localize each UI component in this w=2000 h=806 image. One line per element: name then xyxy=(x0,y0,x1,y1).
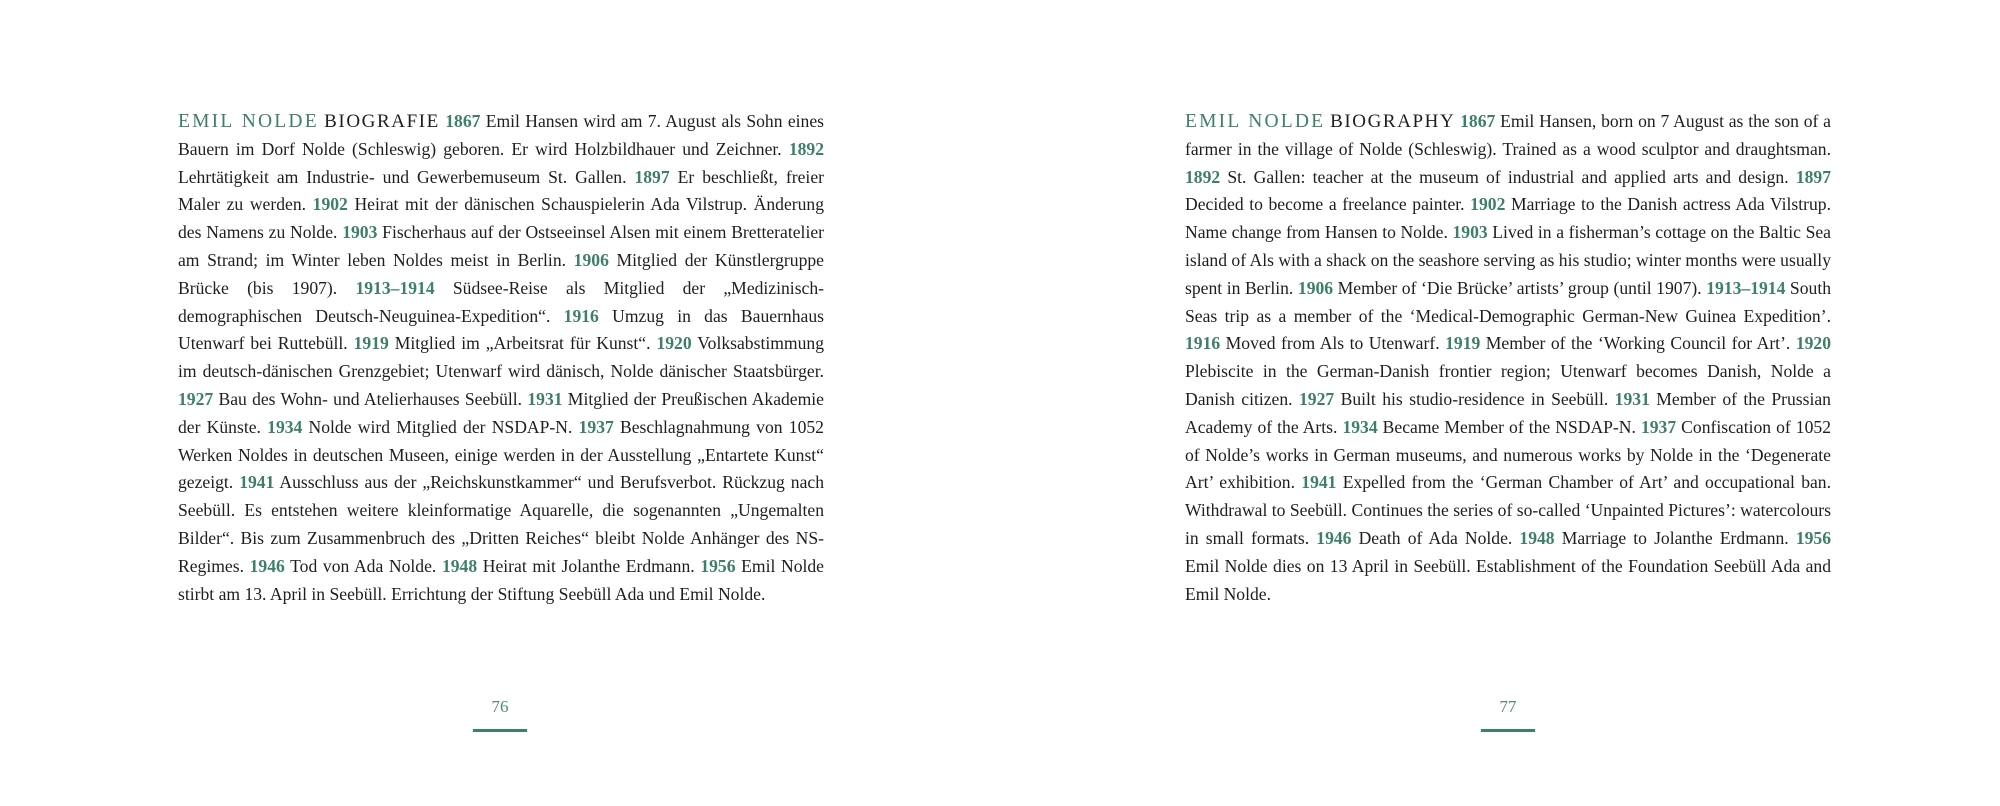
timeline-year: 1916 xyxy=(563,305,599,326)
timeline-text: Heirat mit der dänischen Schauspielerin Ada Vilstrup. Änderung des Namens zu Nolde. xyxy=(178,194,825,243)
section-heading: BIOGRAFIE xyxy=(324,111,440,132)
page-number: 76 xyxy=(491,697,509,716)
timeline-year: 1916 xyxy=(1185,333,1221,354)
page-number-rule xyxy=(1481,729,1535,732)
timeline-text: Mitglied der Künstlergruppe Brücke (bis 1907). xyxy=(178,249,824,298)
timeline-text: Beschlagnahmung von 1052 Werken Noldes in deutschen Museen, einige werden in der Ausstellung „Entartete Kunst“ gezeigt. xyxy=(178,416,824,493)
timeline-text: Built his studio-residence in Seebüll. xyxy=(1334,388,1615,409)
timeline-year: 1934 xyxy=(1342,416,1378,437)
timeline-year: 1902 xyxy=(312,194,348,215)
timeline-year: 1931 xyxy=(527,388,563,409)
timeline-text: Marriage to Jolanthe Erdmann. xyxy=(1554,527,1796,548)
author-name: EMIL NOLDE xyxy=(1185,111,1326,132)
timeline-text: Er beschließt, freier Maler zu werden. xyxy=(178,166,824,215)
timeline-year: 1956 xyxy=(1795,527,1831,548)
timeline-year: 1906 xyxy=(573,249,609,270)
timeline-text: Member of ‘Die Brücke’ artists’ group (until 1907). xyxy=(1333,277,1707,298)
timeline-text: Expelled from the ‘German Chamber of Art’ and occupational ban. Withdrawal to Seebüll. Continues the series of so-called ‘Unpainted Pictures’: watercolours in small formats. xyxy=(1185,472,1831,548)
timeline-text: Emil Nolde stirbt am 13. April in Seebüll. Errichtung der Stiftung Seebüll Ada und Emil Nolde. xyxy=(178,555,824,604)
timeline-year: 1948 xyxy=(441,555,478,576)
timeline-text: Umzug in das Bauernhaus Utenwarf bei Ruttebüll. xyxy=(178,305,824,354)
timeline-text: Südsee-Reise als Mitglied der „Medizinisch-demographischen Deutsch-Neuguinea-Expedition“. xyxy=(178,277,824,326)
timeline-text: Ausschluss aus der „Reichskunstkammer“ und Berufsverbot. Rückzug nach Seebüll. Es entstehen weitere kleinformatige Aquarelle, die sogenannten „Ungemalten Bilder“. Bis zum Zusammenbruch des „Dritten Reiches“ bleibt Nolde Anhänger des NS-Regimes. xyxy=(178,472,825,576)
timeline-year: 1897 xyxy=(634,166,670,187)
timeline-year: 1927 xyxy=(1299,388,1335,409)
section-heading: BIOGRAPHY xyxy=(1330,111,1456,132)
right-page xyxy=(1000,0,2000,806)
timeline-text: South Seas trip as a member of the ‘Medical-Demographic German-New Guinea Expedition’. xyxy=(1185,277,1831,326)
timeline-text: Bau des Wohn- und Atelierhauses Seebüll. xyxy=(213,388,528,409)
timeline-text: Moved from Als to Utenwarf. xyxy=(1220,333,1446,354)
timeline-year: 1903 xyxy=(1452,222,1488,243)
timeline-year: 1927 xyxy=(178,388,214,409)
timeline-text: Fischerhaus auf der Ostseeinsel Alsen mit einem Bretteratelier am Strand; im Winter leben Noldes meist in Berlin. xyxy=(178,222,824,270)
timeline-text: Death of Ada Nolde. xyxy=(1351,527,1520,548)
timeline-year: 1937 xyxy=(1640,416,1677,437)
timeline-year: 1902 xyxy=(1470,194,1506,215)
timeline-text: Heirat mit Jolanthe Erdmann. xyxy=(477,555,701,576)
timeline-text: Lehrtätigkeit am Industrie- und Gewerbemuseum St. Gallen. xyxy=(178,166,635,187)
timeline-text: Emil Hansen wird am 7. August als Sohn eines Bauern im Dorf Nolde (Schleswig) geboren. Er wird Holzbildhauer und Zeichner. xyxy=(178,111,824,159)
timeline-year: 1934 xyxy=(267,416,303,437)
timeline-year: 1941 xyxy=(1301,472,1337,493)
timeline-text: Emil Hansen, born on 7 August as the son of a farmer in the village of Nolde (Schleswig). Trained as a wood sculptor and draughtsman. xyxy=(1185,111,1831,159)
timeline-text: Tod von Ada Nolde. xyxy=(284,555,442,576)
timeline-year: 1941 xyxy=(239,472,275,493)
author-name: EMIL NOLDE xyxy=(178,111,319,132)
timeline-year: 1903 xyxy=(342,222,378,243)
timeline-year: 1956 xyxy=(700,555,736,576)
timeline-text: Member of the Prussian Academy of the Arts. xyxy=(1185,388,1831,437)
timeline-year: 1897 xyxy=(1795,166,1831,187)
timeline-year: 1867 xyxy=(445,111,481,131)
timeline-year: 1892 xyxy=(788,138,824,159)
timeline-text: Emil Nolde dies on 13 April in Seebüll. Establishment of the Foundation Seebüll Ada and Emil Nolde. xyxy=(1185,555,1831,604)
timeline-text: Decided to become a freelance painter. xyxy=(1185,194,1471,215)
timeline-entries xyxy=(178,111,824,604)
timeline-text: Became Member of the NSDAP-N. xyxy=(1377,416,1641,437)
timeline-text: Member of the ‘Working Council for Art’. xyxy=(1480,333,1796,354)
timeline-year: 1919 xyxy=(353,333,389,354)
timeline-text: Plebiscite in the German-Danish frontier region; Utenwarf becomes Danish, Nolde a Danish citizen. xyxy=(1185,361,1831,409)
timeline-year: 1948 xyxy=(1519,527,1555,548)
timeline-text: St. Gallen: teacher at the museum of industrial and applied arts and design. xyxy=(1220,166,1796,187)
biography-text-german xyxy=(178,108,824,608)
timeline-year: 1946 xyxy=(1316,527,1352,548)
page-number-rule xyxy=(473,729,527,732)
timeline-year: 1920 xyxy=(1795,333,1831,354)
timeline-year: 1920 xyxy=(656,333,692,354)
timeline-year: 1892 xyxy=(1185,166,1221,187)
timeline-text: Confiscation of 1052 of Nolde’s works in German museums, and numerous works by Nolde in the ‘Degenerate Art’ exhibition. xyxy=(1185,416,1831,493)
timeline-text: Marriage to the Danish actress Ada Vilstrup. Name change from Hansen to Nolde. xyxy=(1185,194,1831,243)
timeline-year: 1867 xyxy=(1460,111,1496,131)
timeline-entries xyxy=(1185,111,1831,604)
timeline-year: 1913–1914 xyxy=(355,277,435,298)
timeline-text: Lived in a fisherman’s cottage on the Baltic Sea island of Als with a shack on the seashore serving as his studio; winter months were usually spent in Berlin. xyxy=(1185,222,1831,298)
timeline-text: Volksabstimmung im deutsch-dänischen Grenzgebiet; Utenwarf wird dänisch, Nolde dänischer Staatsbürger. xyxy=(178,333,824,382)
timeline-text: Nolde wird Mitglied der NSDAP-N. xyxy=(302,416,579,437)
timeline-year: 1946 xyxy=(249,555,285,576)
timeline-year: 1913–1914 xyxy=(1706,277,1786,298)
timeline-text: Mitglied der Preußischen Akademie der Künste. xyxy=(178,388,824,437)
timeline-year: 1906 xyxy=(1297,277,1334,298)
timeline-year: 1931 xyxy=(1614,388,1650,409)
timeline-year: 1937 xyxy=(578,416,614,437)
timeline-text: Mitglied im „Arbeitsrat für Kunst“. xyxy=(388,333,657,354)
timeline-year: 1919 xyxy=(1445,333,1481,354)
page-number: 77 xyxy=(1499,697,1517,716)
biography-text-english xyxy=(1185,108,1831,608)
